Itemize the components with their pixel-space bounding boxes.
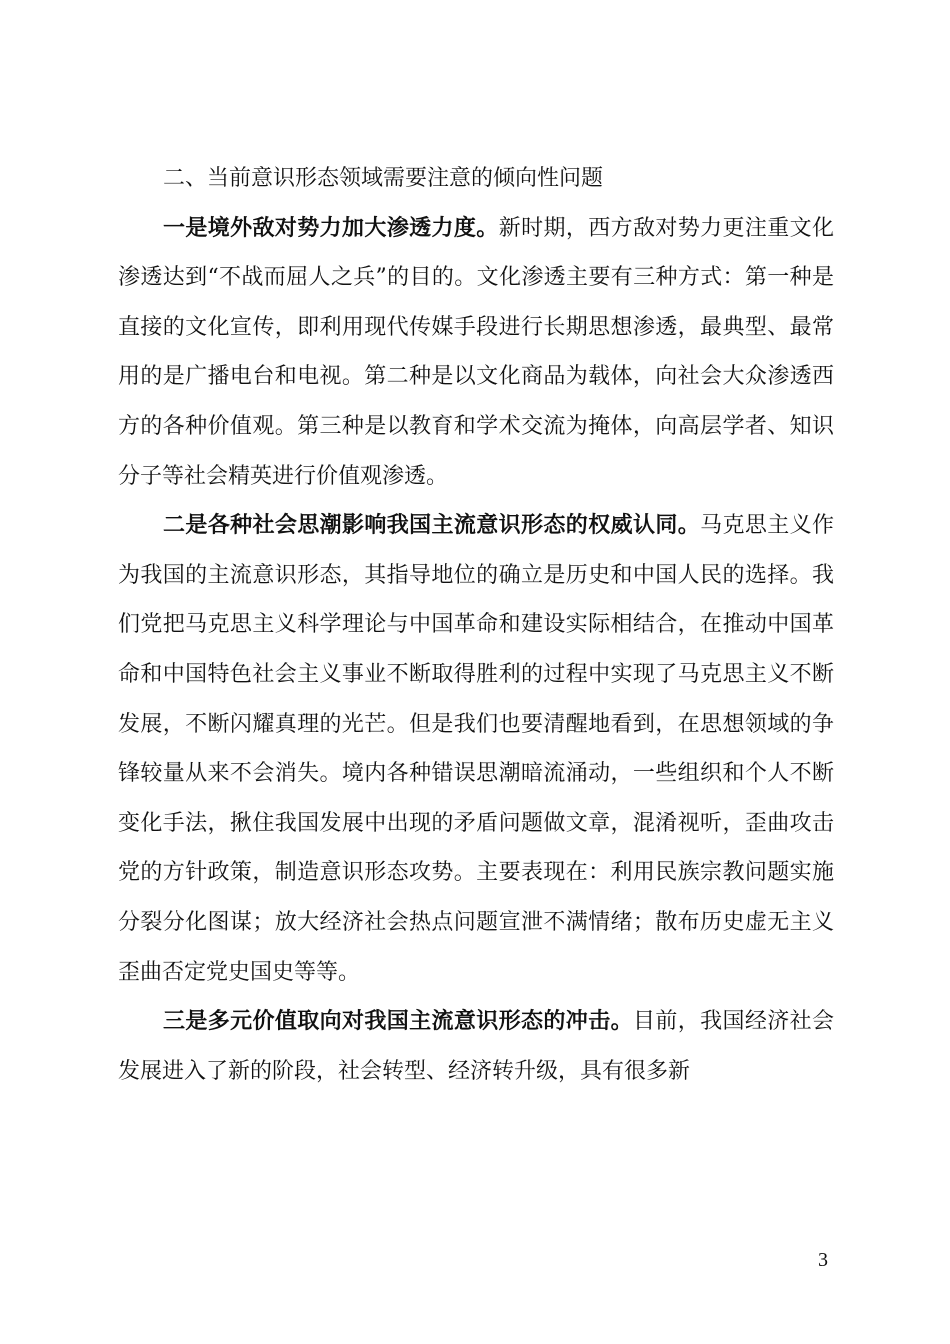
paragraph-1-lead: 一是境外敌对势力加大渗透力度。	[163, 214, 499, 241]
page-number: 3	[818, 1249, 828, 1271]
paragraph-2-body: 马克思主义作为我国的主流意识形态，其指导地位的确立是历史和中国人民的选择。我们党把马克思主义科学理论与中国革命和建设实际相结合，在推动中国革命和中国特色社会主义事业不断取得胜利的过程中实现了马克思主义不断发展，不断闪耀真理的光芒。但是我们也要清醒地看到，在思想领域的争锋较量从来不会消失。境内各种错误思潮暗流涌动，一些组织和个人不断变化手法，揪住我国发展中出现的矛盾问题做文章，混淆视听，歪曲攻击党的方针政策，制造意识形态攻势。主要表现在：利用民族宗教问题实施分裂分化图谋；放大经济社会热点问题宣泄不满情绪；散布历史虚无主义歪曲否定党史国史等等。	[118, 513, 834, 985]
paragraph-3-lead: 三是多元价值取向对我国主流意识形态的冲击。	[163, 1008, 633, 1035]
paragraph-2	[118, 501, 834, 997]
paragraph-2-lead: 二是各种社会思潮影响我国主流意识形态的权威认同。	[163, 512, 701, 539]
paragraph-3	[118, 997, 834, 1096]
paragraph-1-body: 新时期，西方敌对势力更注重文化渗透达到“不战而屈人之兵”的目的。文化渗透主要有三种方式：第一种是直接的文化宣传，即利用现代传媒手段进行长期思想渗透，最典型、最常用的是广播电台和电视。第二种是以文化商品为载体，向社会大众渗透西方的各种价值观。第三种是以教育和学术交流为掩体，向高层学者、知识分子等社会精英进行价值观渗透。	[118, 215, 834, 489]
section-heading: 二、当前意识形态领域需要注意的倾向性问题	[163, 166, 604, 191]
paragraph-3-body: 目前，我国经济社会发展进入了新的阶段，社会转型、经济转升级，具有很多新	[118, 1009, 834, 1084]
page-body	[118, 154, 834, 1096]
paragraph-1	[118, 204, 834, 502]
